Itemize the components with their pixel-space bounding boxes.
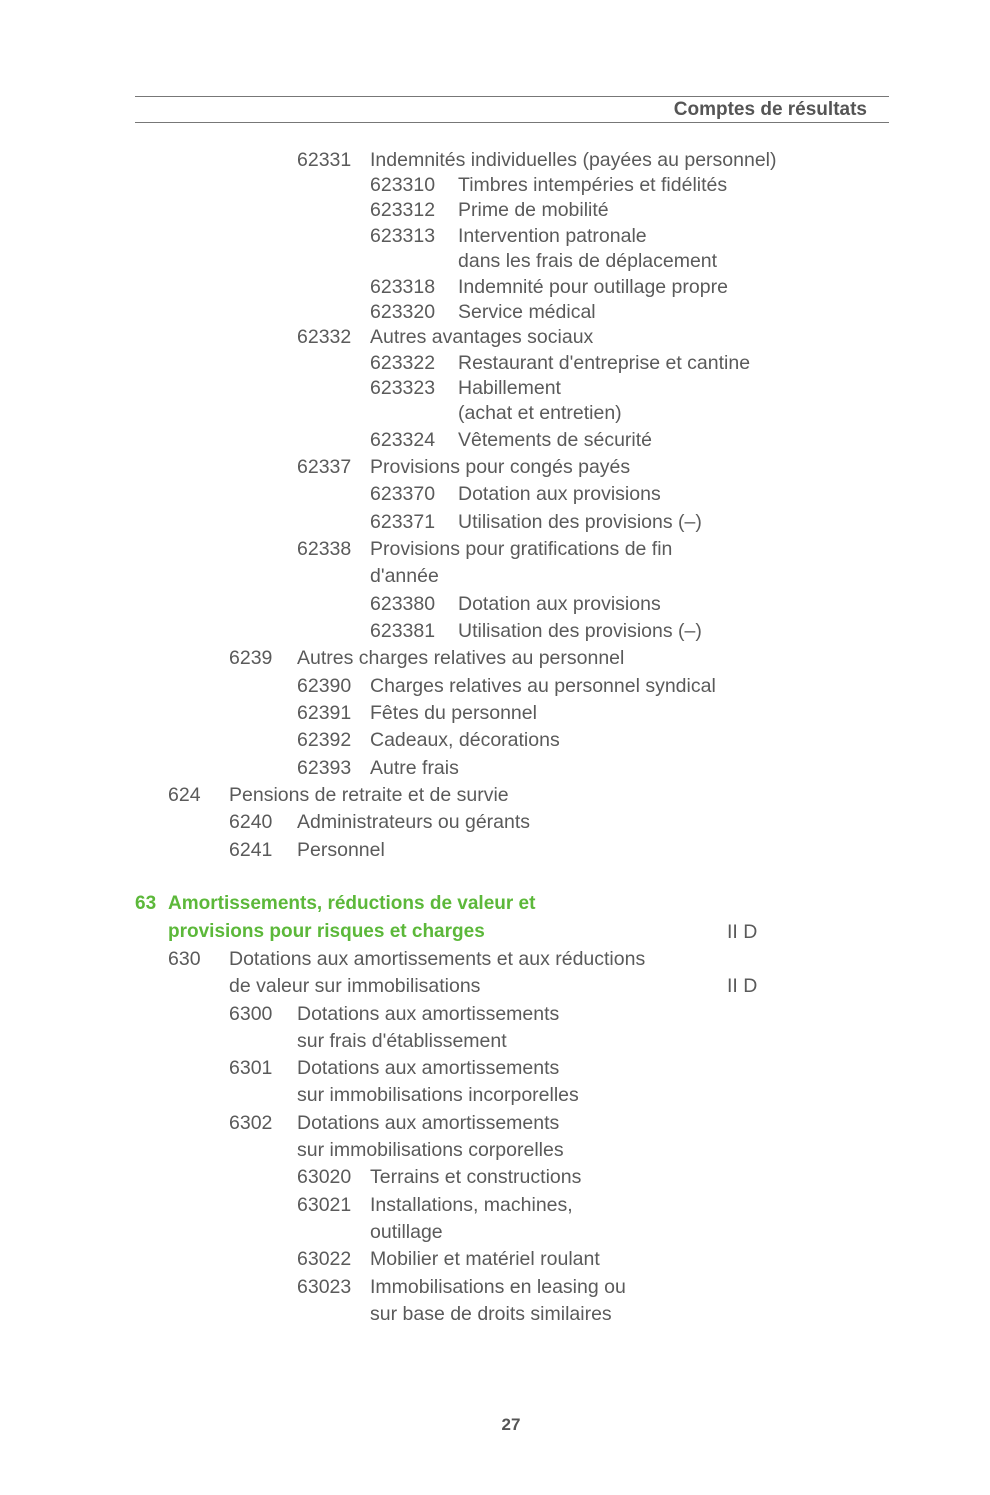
account-code: 62332	[297, 326, 352, 348]
page-header-title: Comptes de résultats	[673, 99, 867, 120]
account-code: 623323	[370, 377, 436, 399]
account-code: 623322	[370, 352, 436, 374]
account-code: 630	[168, 948, 201, 970]
account-code: 6300	[229, 1003, 273, 1025]
account-label: Provisions pour gratifications de fin	[370, 538, 673, 560]
account-label: outillage	[370, 1221, 443, 1243]
account-label: sur immobilisations incorporelles	[297, 1084, 579, 1106]
account-code: 623312	[370, 199, 436, 221]
header-bottom-rule	[135, 122, 889, 123]
account-code: 63	[135, 893, 157, 914]
account-code: 623318	[370, 276, 436, 298]
account-label: Installations, machines,	[370, 1194, 573, 1216]
account-label: Administrateurs ou gérants	[297, 811, 531, 833]
account-code: 6239	[229, 647, 273, 669]
account-label: Timbres intempéries et fidélités	[458, 174, 728, 196]
account-code: 62393	[297, 757, 352, 779]
page-number: 27	[501, 1415, 521, 1434]
account-label: Dotations aux amortissements	[297, 1003, 560, 1025]
account-code: 624	[168, 784, 201, 806]
account-label: sur base de droits similaires	[370, 1303, 612, 1325]
account-label: Dotations aux amortissements	[297, 1112, 560, 1134]
account-label: Personnel	[297, 839, 385, 861]
account-code: 623320	[370, 301, 436, 323]
account-label: Autres avantages sociaux	[370, 326, 594, 348]
account-label: Intervention patronale	[458, 225, 647, 247]
account-label: Terrains et constructions	[370, 1166, 582, 1188]
account-label: Cadeaux, décorations	[370, 729, 560, 751]
account-label: Dotations aux amortissements et aux réductions	[229, 948, 646, 970]
account-label: Provisions pour congés payés	[370, 456, 631, 478]
account-code: 62331	[297, 149, 352, 171]
account-code: 63020	[297, 1166, 352, 1188]
account-code: 623380	[370, 593, 436, 615]
account-label: Service médical	[458, 301, 596, 323]
account-code: 63022	[297, 1248, 352, 1270]
account-label: Pensions de retraite et de survie	[229, 784, 509, 806]
account-label: Dotations aux amortissements	[297, 1057, 560, 1079]
account-code: 6240	[229, 811, 273, 833]
account-code: 63021	[297, 1194, 352, 1216]
account-label: Dotation aux provisions	[458, 483, 661, 505]
account-label: Indemnités individuelles (payées au personnel)	[370, 149, 777, 171]
account-code: 623310	[370, 174, 436, 196]
account-label: Amortissements, réductions de valeur et	[168, 893, 536, 914]
account-code: 6301	[229, 1057, 273, 1079]
account-label: Utilisation des provisions (–)	[458, 511, 702, 533]
account-code: 62390	[297, 675, 352, 697]
balance-reference: II D	[727, 975, 758, 997]
account-label: d'année	[370, 565, 439, 587]
account-label: provisions pour risques et charges	[168, 921, 485, 942]
account-label: sur frais d'établissement	[297, 1030, 507, 1052]
account-code: 62391	[297, 702, 352, 724]
account-label: Charges relatives au personnel syndical	[370, 675, 716, 697]
account-code: 623371	[370, 511, 436, 533]
account-code: 623324	[370, 429, 436, 451]
account-code: 62337	[297, 456, 352, 478]
account-label: Immobilisations en leasing ou	[370, 1276, 626, 1298]
account-code: 6241	[229, 839, 273, 861]
account-label: (achat et entretien)	[458, 402, 622, 424]
account-code: 623370	[370, 483, 436, 505]
account-code: 62392	[297, 729, 352, 751]
account-label: dans les frais de déplacement	[458, 250, 718, 272]
account-label: Indemnité pour outillage propre	[458, 276, 728, 298]
account-label: Mobilier et matériel roulant	[370, 1248, 600, 1270]
account-label: Autre frais	[370, 757, 459, 779]
account-code: 6302	[229, 1112, 273, 1134]
account-code: 623313	[370, 225, 436, 247]
account-label: Vêtements de sécurité	[458, 429, 653, 451]
account-label: Prime de mobilité	[458, 199, 609, 221]
account-code: 63023	[297, 1276, 352, 1298]
account-code: 62338	[297, 538, 352, 560]
account-label: de valeur sur immobilisations	[229, 975, 481, 997]
account-code: 623381	[370, 620, 436, 642]
account-label: Fêtes du personnel	[370, 702, 537, 724]
account-label: Utilisation des provisions (–)	[458, 620, 702, 642]
balance-reference: II D	[727, 921, 758, 943]
account-label: Restaurant d'entreprise et cantine	[458, 352, 751, 374]
account-label: sur immobilisations corporelles	[297, 1139, 564, 1161]
account-label: Dotation aux provisions	[458, 593, 661, 615]
account-label: Autres charges relatives au personnel	[297, 647, 625, 669]
account-label: Habillement	[458, 377, 561, 399]
